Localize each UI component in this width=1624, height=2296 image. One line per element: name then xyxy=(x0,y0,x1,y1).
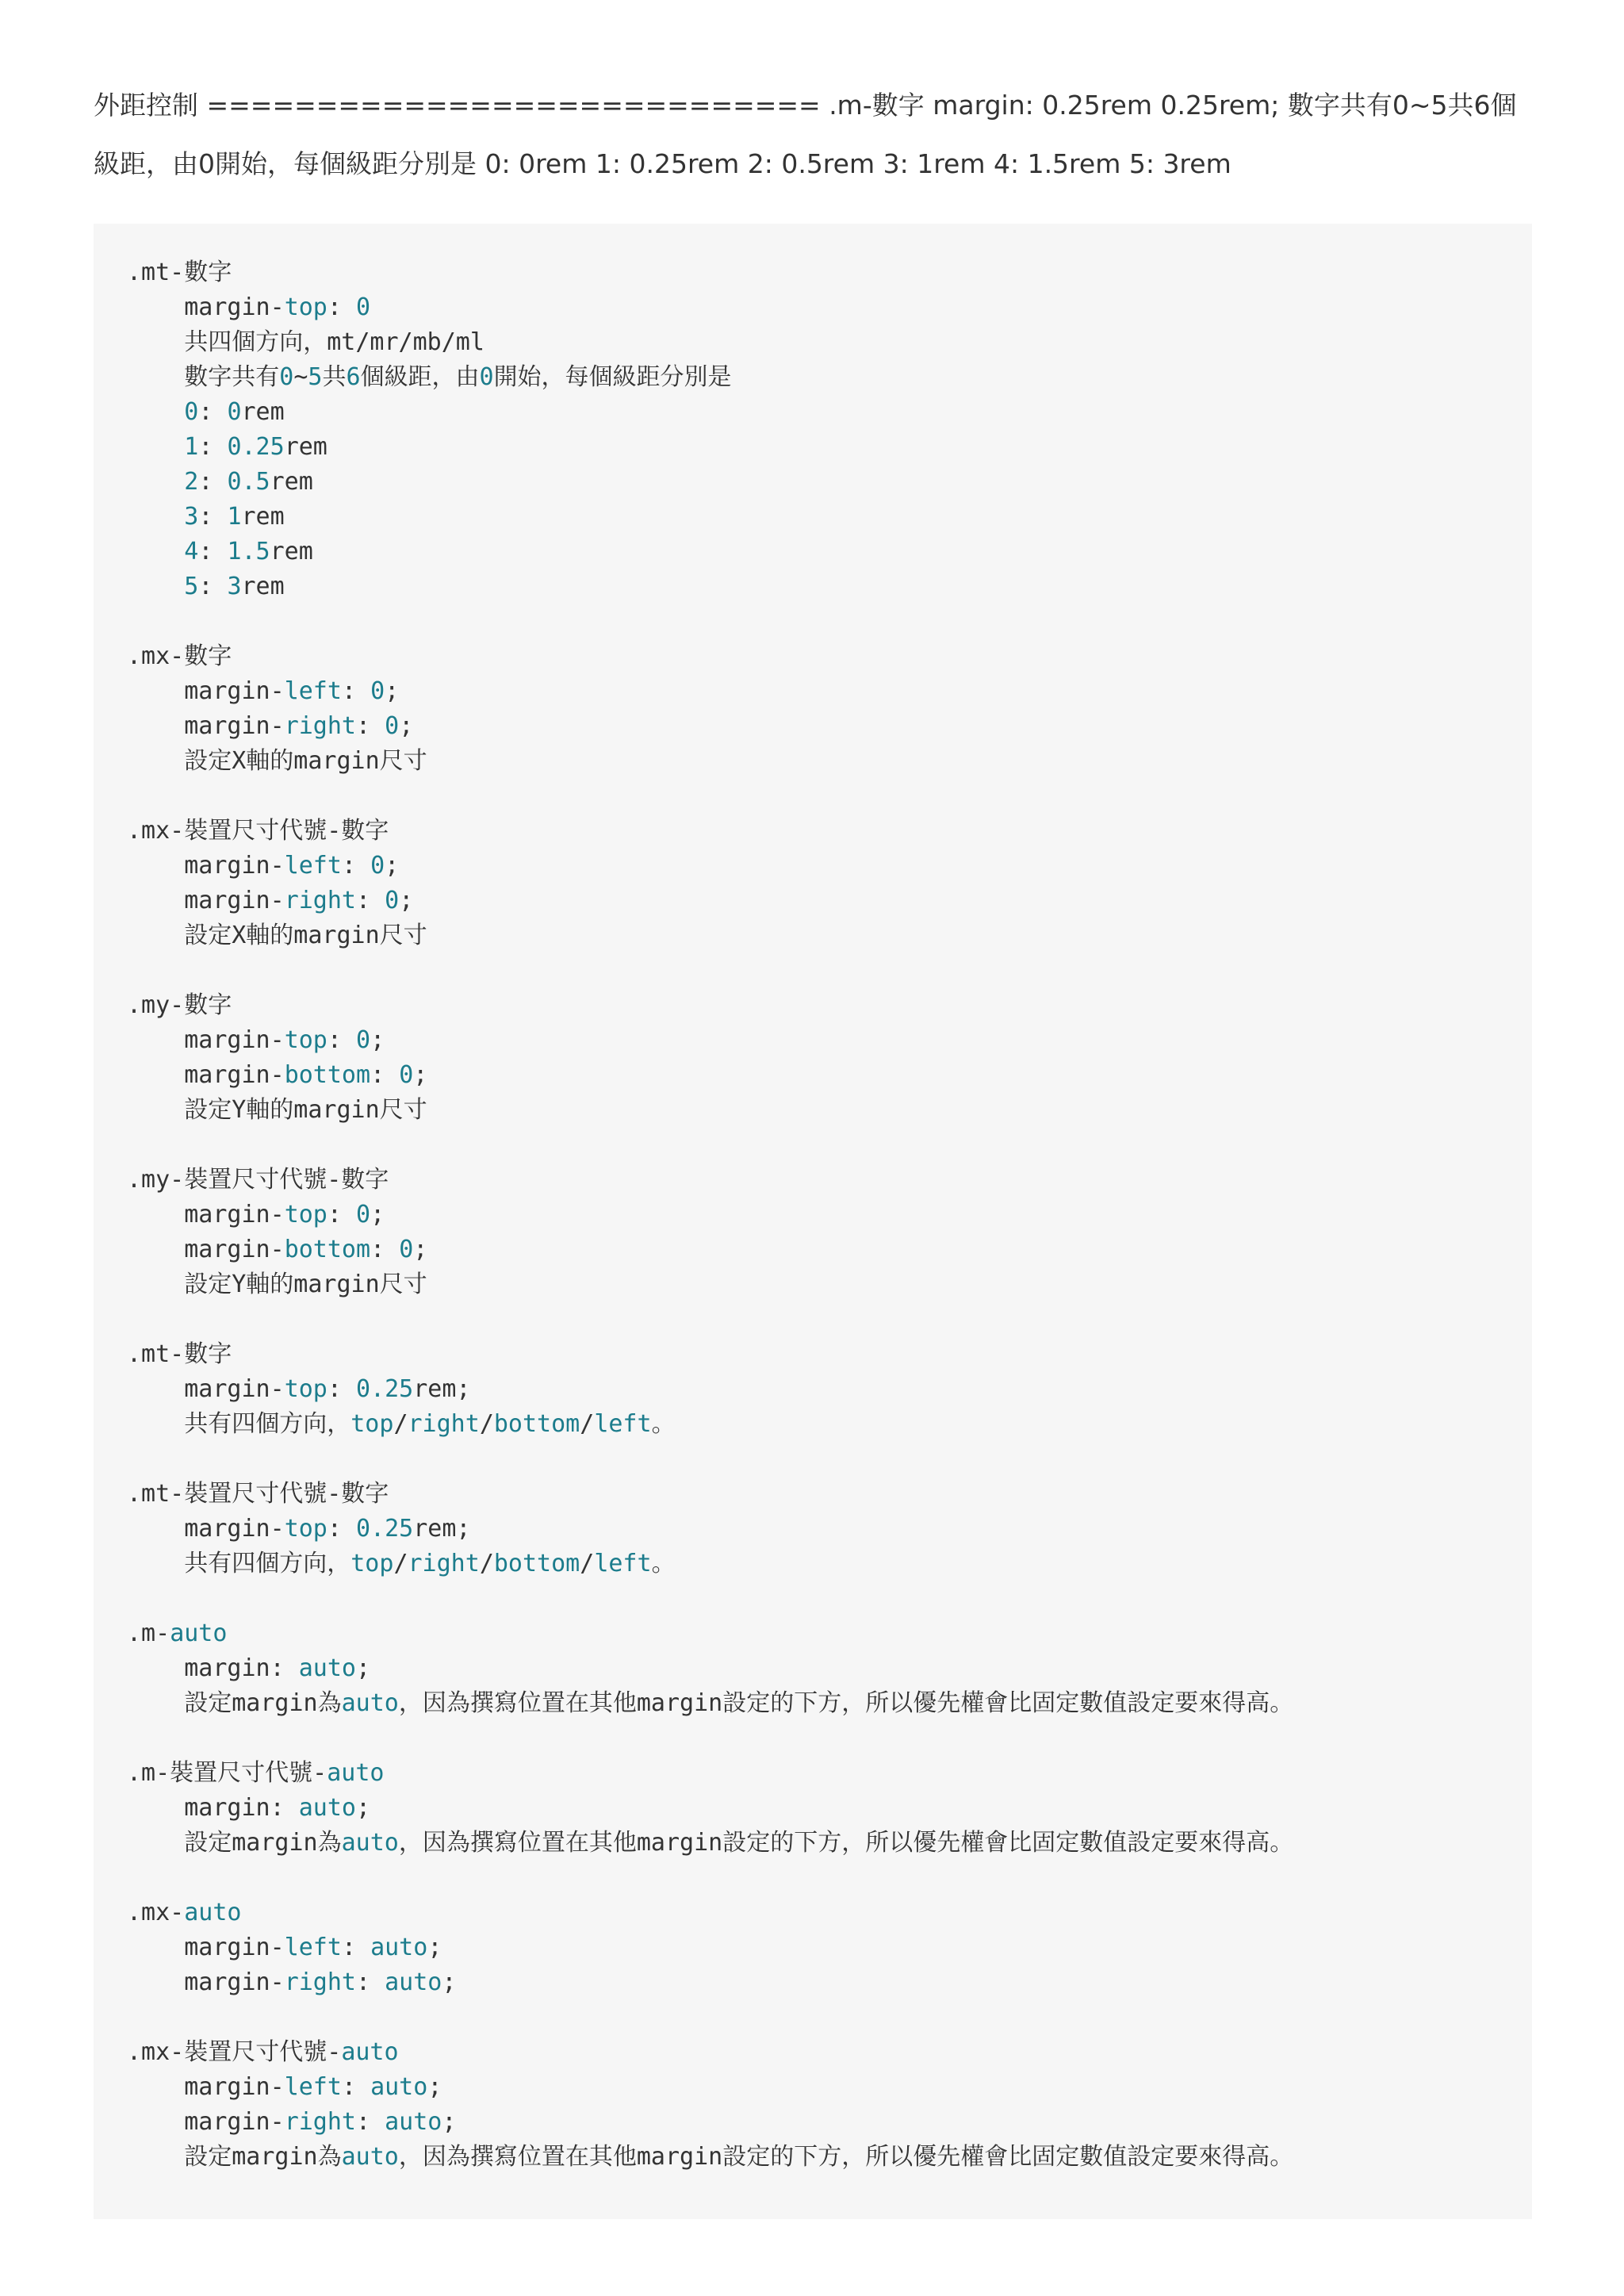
code-keyword: auto xyxy=(341,2143,399,2171)
code-text: : xyxy=(327,1375,356,1403)
code-keyword: left xyxy=(284,677,342,705)
code-text xyxy=(127,433,184,461)
code-keyword: auto xyxy=(170,1619,228,1647)
code-text: ; xyxy=(399,712,414,740)
code-keyword: 1.5 xyxy=(227,538,270,565)
code-text: .mx-裝置尺寸代號-數字 xyxy=(127,817,389,845)
code-line xyxy=(127,744,1532,779)
code-keyword: auto xyxy=(370,2073,428,2101)
code-line xyxy=(127,1512,1532,1547)
code-text: margin- xyxy=(127,1061,285,1089)
code-text: margin- xyxy=(127,1026,285,1054)
code-keyword: 0 xyxy=(356,1026,371,1054)
code-keyword: 0 xyxy=(370,852,385,880)
code-keyword: 5 xyxy=(184,573,199,600)
code-keyword: 0 xyxy=(385,712,400,740)
code-text: : xyxy=(370,1061,400,1089)
code-text: : xyxy=(356,887,385,914)
code-text: : xyxy=(356,1968,385,1996)
code-keyword: 0 xyxy=(385,887,400,914)
code-text: .mx-數字 xyxy=(127,642,232,670)
code-text: ，因為撰寫位置在其他margin設定的下方，所以優先權會比固定數值設定要來得高。 xyxy=(398,1829,1294,1857)
code-text: 設定margin為 xyxy=(127,1689,342,1717)
code-text: margin- xyxy=(127,1968,285,1996)
code-text: : xyxy=(341,852,371,880)
code-line xyxy=(127,918,1532,953)
code-keyword: left xyxy=(284,852,342,880)
code-line xyxy=(127,814,1532,849)
code-text: margin- xyxy=(127,677,285,705)
code-text xyxy=(127,573,184,600)
code-text: margin- xyxy=(127,293,285,321)
code-keyword: bottom xyxy=(493,1410,580,1438)
code-text: .mx-裝置尺寸代號- xyxy=(127,2038,342,2066)
code-text: ; xyxy=(442,2108,457,2136)
code-line xyxy=(127,360,1532,395)
code-line xyxy=(127,1581,1532,1616)
code-text: ~ xyxy=(293,363,308,391)
code-line xyxy=(127,255,1532,290)
code-block xyxy=(94,224,1532,2219)
code-text: ，因為撰寫位置在其他margin設定的下方，所以優先權會比固定數值設定要來得高。 xyxy=(398,1689,1294,1717)
code-line xyxy=(127,1023,1532,1058)
code-keyword: auto xyxy=(298,1794,356,1822)
code-line xyxy=(127,1407,1532,1442)
code-line xyxy=(127,1232,1532,1267)
code-text: ; xyxy=(427,2073,442,2101)
code-keyword: top xyxy=(284,1026,327,1054)
code-text: ; xyxy=(356,1794,371,1822)
code-text: ; xyxy=(413,1061,428,1089)
code-text: margin- xyxy=(127,1201,285,1228)
code-text: 設定Y軸的margin尺寸 xyxy=(127,1271,427,1298)
code-line xyxy=(127,1930,1532,1965)
code-text: / xyxy=(393,1410,408,1438)
code-keyword: 0.5 xyxy=(227,468,270,496)
code-keyword: 2 xyxy=(184,468,199,496)
code-line xyxy=(127,1163,1532,1198)
code-text: : xyxy=(341,2073,371,2101)
code-line xyxy=(127,1756,1532,1791)
code-line xyxy=(127,569,1532,604)
code-text: 數字共有 xyxy=(127,363,280,391)
code-line xyxy=(127,1651,1532,1686)
code-line xyxy=(127,988,1532,1023)
code-line xyxy=(127,674,1532,709)
code-text: 共 xyxy=(322,363,347,391)
code-text: margin: xyxy=(127,1794,299,1822)
code-text: ; xyxy=(427,1934,442,1961)
code-text: margin- xyxy=(127,2073,285,2101)
code-text: : xyxy=(356,2108,385,2136)
code-keyword: 3 xyxy=(227,573,242,600)
code-keyword: right xyxy=(284,1968,356,1996)
code-line xyxy=(127,395,1532,430)
code-text: : xyxy=(341,1934,371,1961)
code-line xyxy=(127,1791,1532,1826)
code-text: rem xyxy=(284,433,327,461)
code-line xyxy=(127,849,1532,884)
code-line xyxy=(127,1198,1532,1232)
code-text: : xyxy=(198,503,228,531)
code-keyword: top xyxy=(284,293,327,321)
code-line xyxy=(127,1058,1532,1093)
code-text: margin- xyxy=(127,1934,285,1961)
code-text: 設定Y軸的margin尺寸 xyxy=(127,1096,427,1124)
code-text: 個級距，由 xyxy=(360,363,480,391)
code-text: 。 xyxy=(651,1410,676,1438)
code-line xyxy=(127,1442,1532,1477)
code-text: ; xyxy=(370,1201,385,1228)
code-text: ; xyxy=(356,1654,371,1682)
code-line xyxy=(127,1302,1532,1337)
code-line xyxy=(127,779,1532,814)
code-keyword: 0.25 xyxy=(356,1375,414,1403)
code-keyword: 0 xyxy=(227,398,242,426)
code-text xyxy=(127,398,184,426)
code-text: 設定margin為 xyxy=(127,1829,342,1857)
code-text: margin: xyxy=(127,1654,299,1682)
code-text: ; xyxy=(385,677,400,705)
code-text: .mt-數字 xyxy=(127,1340,232,1368)
code-line xyxy=(127,1965,1532,2000)
code-line xyxy=(127,1861,1532,1895)
code-keyword: 0.25 xyxy=(356,1515,414,1543)
code-keyword: auto xyxy=(385,2108,442,2136)
code-text: : xyxy=(198,468,228,496)
code-line xyxy=(127,500,1532,535)
code-keyword: auto xyxy=(341,2038,399,2066)
code-text: : xyxy=(327,1026,356,1054)
code-text: / xyxy=(580,1410,595,1438)
code-text: ; xyxy=(442,1968,457,1996)
code-text: margin- xyxy=(127,1375,285,1403)
code-keyword: bottom xyxy=(284,1061,371,1089)
code-keyword: 0 xyxy=(399,1236,414,1263)
code-text: ，因為撰寫位置在其他margin設定的下方，所以優先權會比固定數值設定要來得高。 xyxy=(398,2143,1294,2171)
code-keyword: right xyxy=(284,712,356,740)
code-line xyxy=(127,1721,1532,1756)
code-text: / xyxy=(479,1410,494,1438)
code-text: rem xyxy=(241,503,285,531)
code-keyword: left xyxy=(594,1410,652,1438)
code-text: / xyxy=(580,1550,595,1577)
code-line xyxy=(127,1093,1532,1128)
code-text: rem xyxy=(241,398,285,426)
code-text: margin- xyxy=(127,887,285,914)
code-text: : xyxy=(327,1515,356,1543)
code-keyword: left xyxy=(594,1550,652,1577)
code-text: 共四個方向，mt/mr/mb/ml xyxy=(127,328,485,356)
code-text: : xyxy=(198,433,228,461)
code-keyword: top xyxy=(284,1375,327,1403)
code-text: margin- xyxy=(127,1236,285,1263)
code-text: rem; xyxy=(413,1515,471,1543)
code-text: ; xyxy=(413,1236,428,1263)
code-line xyxy=(127,1826,1532,1861)
code-text: / xyxy=(479,1550,494,1577)
code-text: .m- xyxy=(127,1619,170,1647)
code-text: 設定X軸的margin尺寸 xyxy=(127,922,427,949)
code-keyword: auto xyxy=(385,1968,442,1996)
code-text: : xyxy=(198,573,228,600)
code-text: : xyxy=(198,538,228,565)
code-line xyxy=(127,2140,1532,2175)
code-keyword: 0 xyxy=(356,293,371,321)
code-keyword: left xyxy=(284,1934,342,1961)
code-line xyxy=(127,1477,1532,1512)
code-keyword: auto xyxy=(370,1934,428,1961)
code-keyword: auto xyxy=(184,1899,242,1926)
code-text: 。 xyxy=(651,1550,676,1577)
code-text: : xyxy=(370,1236,400,1263)
code-text: .mt-數字 xyxy=(127,259,232,286)
code-text: 開始，每個級距分別是 xyxy=(493,363,732,391)
code-line xyxy=(127,325,1532,360)
code-text: : xyxy=(198,398,228,426)
code-text: margin- xyxy=(127,2108,285,2136)
code-text: ; xyxy=(370,1026,385,1054)
code-text: rem xyxy=(241,573,285,600)
code-line xyxy=(127,1337,1532,1372)
code-line xyxy=(127,1616,1532,1651)
code-keyword: top xyxy=(350,1550,394,1577)
code-line xyxy=(127,1372,1532,1407)
code-keyword: top xyxy=(284,1201,327,1228)
code-keyword: 4 xyxy=(184,538,199,565)
code-keyword: top xyxy=(284,1515,327,1543)
code-text: .my-數字 xyxy=(127,991,232,1019)
code-keyword: 3 xyxy=(184,503,199,531)
code-line xyxy=(127,2105,1532,2140)
code-line xyxy=(127,2000,1532,2035)
code-text: margin- xyxy=(127,1515,285,1543)
code-line xyxy=(127,535,1532,569)
code-keyword: 0.25 xyxy=(227,433,285,461)
code-line xyxy=(127,639,1532,674)
code-text: ; xyxy=(385,852,400,880)
code-line xyxy=(127,465,1532,500)
code-keyword: 0 xyxy=(279,363,294,391)
code-line xyxy=(127,2035,1532,2070)
code-keyword: auto xyxy=(327,1759,385,1787)
code-line xyxy=(127,1895,1532,1930)
code-keyword: right xyxy=(284,887,356,914)
code-text: .mt-裝置尺寸代號-數字 xyxy=(127,1480,389,1508)
code-text: : xyxy=(327,1201,356,1228)
code-keyword: auto xyxy=(341,1689,399,1717)
code-line xyxy=(127,604,1532,639)
code-line xyxy=(127,953,1532,988)
code-line xyxy=(127,1128,1532,1163)
code-line xyxy=(127,290,1532,325)
code-text: margin- xyxy=(127,852,285,880)
code-keyword: 1 xyxy=(227,503,242,531)
code-text xyxy=(127,503,184,531)
code-text: margin- xyxy=(127,712,285,740)
code-keyword: 0 xyxy=(184,398,199,426)
code-text: .mx- xyxy=(127,1899,185,1926)
code-text: 設定X軸的margin尺寸 xyxy=(127,747,427,775)
code-text: : xyxy=(341,677,371,705)
code-keyword: 5 xyxy=(308,363,323,391)
code-text: / xyxy=(393,1550,408,1577)
code-keyword: left xyxy=(284,2073,342,2101)
code-keyword: auto xyxy=(298,1654,356,1682)
code-text: rem; xyxy=(413,1375,471,1403)
code-keyword: 6 xyxy=(346,363,361,391)
code-text: rem xyxy=(270,468,313,496)
code-keyword: top xyxy=(350,1410,394,1438)
code-text: : xyxy=(327,293,356,321)
code-line xyxy=(127,430,1532,465)
code-text xyxy=(127,538,184,565)
code-line xyxy=(127,1267,1532,1302)
intro-paragraph: 外距控制 ============================ .m-數字 margin: 0.25rem 0.25rem; 數字共有0~5共6個級距，由0開始，每個級距分別是 0: 0rem 1: 0.25rem 2: 0.5rem 3: 1rem 4: 1.5rem 5: 3rem xyxy=(94,90,1517,179)
code-text: ; xyxy=(399,887,414,914)
code-keyword: bottom xyxy=(284,1236,371,1263)
code-line xyxy=(127,1547,1532,1581)
code-keyword: 1 xyxy=(184,433,199,461)
code-keyword: 0 xyxy=(479,363,494,391)
code-text: .my-裝置尺寸代號-數字 xyxy=(127,1166,389,1194)
code-line xyxy=(127,709,1532,744)
code-keyword: bottom xyxy=(493,1550,580,1577)
code-keyword: right xyxy=(284,2108,356,2136)
code-text: .m-裝置尺寸代號- xyxy=(127,1759,327,1787)
code-line xyxy=(127,2070,1532,2105)
code-text: rem xyxy=(270,538,313,565)
code-keyword: 0 xyxy=(399,1061,414,1089)
code-text: 共有四個方向， xyxy=(127,1410,351,1438)
code-keyword: 0 xyxy=(370,677,385,705)
code-text: 共有四個方向， xyxy=(127,1550,351,1577)
code-line xyxy=(127,884,1532,918)
code-text xyxy=(127,468,184,496)
code-text: 設定margin為 xyxy=(127,2143,342,2171)
code-line xyxy=(127,1686,1532,1721)
code-keyword: 0 xyxy=(356,1201,371,1228)
code-text: : xyxy=(356,712,385,740)
code-keyword: auto xyxy=(341,1829,399,1857)
code-keyword: right xyxy=(408,1410,480,1438)
code-keyword: right xyxy=(408,1550,480,1577)
